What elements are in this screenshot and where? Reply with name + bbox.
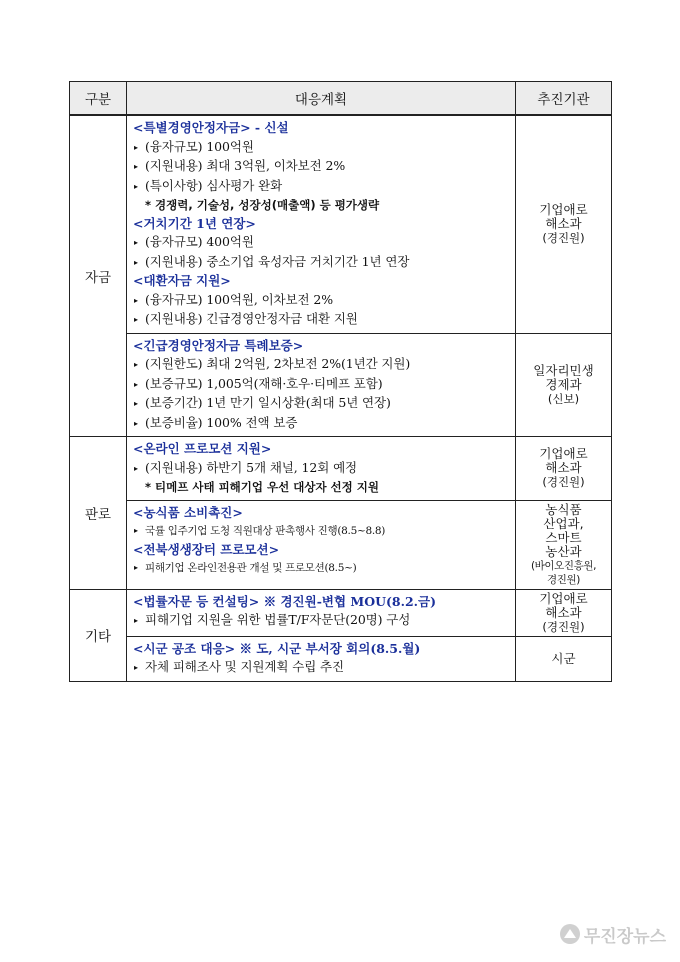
response-plan-table [69,81,612,682]
plan-cell [127,333,516,437]
plan-heading: <대환자금 지원> [133,273,231,288]
header-category: 구분 [70,82,127,116]
agency-cell [516,589,612,636]
header-agency: 추진기관 [516,82,612,116]
agency-cell [516,500,612,589]
agency-line: 산업과, [543,515,584,531]
plan-item: ▸ 국률 입주기업 도청 직원대상 판촉행사 진행(8.5~8.8) [133,522,511,541]
bullet-icon: ▸ [134,181,138,191]
sales-row-2 [70,500,612,589]
header-plan: 대응계획 [127,82,516,116]
agency-cell [516,437,612,501]
watermark-text: 무진장뉴스 [583,926,666,947]
plan-cell [127,115,516,333]
bullet-icon: ▸ [134,238,138,247]
bullet-icon: ▸ [134,142,138,152]
plan-item: ▸ 피해기업 온라인전용관 개설 및 프로모션(8.5~) [133,559,511,578]
plan-item: ▸ (지원내용) 긴급경영안정자금 대환 지원 [133,310,511,330]
plan-item: ▸ (지원내용) 하반기 5개 채널, 12회 예정 [133,459,511,479]
agency-line: 시군 [551,650,576,666]
plan-heading: <온라인 프로모션 지원> [133,441,272,456]
plan-note: * 티메프 사태 피해기업 우선 대상자 선정 지원 [145,480,379,494]
plan-item: ▸ (보증기간) 1년 만기 일시상환(최대 5년 연장) [133,394,511,414]
plan-heading: <농식품 소비촉진> [133,504,243,520]
plan-heading-note: ※ 도, 시군 부서장 회의(8.5.월) [235,640,421,656]
plan-item: ▸ (특이사항) 심사평가 완화 [133,177,511,197]
agency-line: 해소과 [545,460,582,476]
agency-line: 경제과 [545,376,582,392]
plan-heading-title: <법률자문 등 컨설팅> [133,593,260,609]
agency-cell [516,636,612,681]
agency-line: (신보) [547,391,580,406]
bullet-icon: ▸ [134,295,138,305]
agency-line: (경진원) [542,619,585,634]
funding-row-1 [70,115,612,333]
plan-heading: <특별경영안정자금> - 신설 [133,120,289,135]
agency-line: (경진원) [542,231,585,246]
agency-line: 농식품 [545,501,582,517]
plan-item: ▸ (지원내용) 최대 3억원, 이차보전 2% [133,157,511,177]
plan-item: ▸ 자체 피해조사 및 지원계획 수립 추진 [133,658,511,678]
agency-line: 해소과 [545,604,582,620]
header-row [70,82,612,116]
funding-row-2 [70,333,612,437]
watermark [560,920,666,948]
plan-note: * 경쟁력, 기술성, 성장성(매출액) 등 평가생략 [145,198,380,212]
plan-heading-title: <시군 공조 대응> [133,640,236,656]
agency-line: (경진원) [542,475,585,490]
plan-item: ▸ (융자규모) 100억원, 이차보전 2% [133,291,511,311]
category-funding: 자금 [70,115,127,437]
plan-cell [127,636,516,681]
plan-item: ▸ 피해기업 지원을 위한 법률T/F자문단(20명) 구성 [133,611,511,631]
agency-cell [516,115,612,333]
bullet-icon: ▸ [134,257,138,267]
agency-line: 해소과 [545,216,582,232]
plan-item: ▸ (보증비율) 100% 전액 보증 [133,414,511,434]
plan-heading [133,593,511,612]
bullet-icon: ▸ [134,360,138,369]
agency-line: 기업애로 [539,202,588,218]
plan-cell [127,500,516,589]
agency-line: 스마트 [545,529,582,545]
agency-cell [516,333,612,437]
plan-heading [133,640,511,659]
plan-item: ▸ (지원내용) 중소기업 육성자금 거치기간 1년 연장 [133,253,511,273]
plan-heading-note: ※ 경진원-변협 MOU(8.2.금) [259,593,437,609]
sales-row-1 [70,437,612,501]
bullet-icon: ▸ [134,315,138,324]
plan-item: ▸ (보증규모) 1,005억(재해·호우·티메프 포함) [133,375,511,395]
agency-line: 경진원) [547,573,580,586]
bullet-icon: ▸ [134,379,138,389]
plan-item: ▸ (융자규모) 400억원 [133,233,511,253]
agency-line: 일자리민생 [533,362,594,378]
plan-cell [127,437,516,501]
agency-line: (바이오진흥원, [530,559,597,572]
agency-line: 농산과 [545,543,582,559]
plan-heading: <긴급경영안정자금 특례보증> [133,337,304,353]
plan-item: ▸ (지원한도) 최대 2억원, 2차보전 2%(1년간 지원) [133,355,511,375]
bullet-icon: ▸ [134,399,138,408]
agency-line: 기업애로 [539,590,588,606]
plan-heading: <거치기간 1년 연장> [133,215,256,231]
category-etc: 기타 [70,589,127,681]
plan-heading: <전북생생장터 프로모션> [133,541,280,557]
etc-row-1 [70,589,612,636]
mountain-logo-icon [560,924,580,944]
bullet-icon: ▸ [134,526,138,535]
bullet-icon: ▸ [134,418,138,428]
bullet-icon: ▸ [134,162,138,171]
plan-item: ▸ (융자규모) 100억원 [133,138,511,158]
agency-line: 기업애로 [539,446,588,462]
etc-row-2 [70,636,612,681]
bullet-icon: ▸ [134,563,138,572]
plan-cell [127,589,516,636]
category-sales: 판로 [70,437,127,590]
bullet-icon: ▸ [134,616,138,625]
bullet-icon: ▸ [134,463,138,473]
bullet-icon: ▸ [134,663,138,672]
